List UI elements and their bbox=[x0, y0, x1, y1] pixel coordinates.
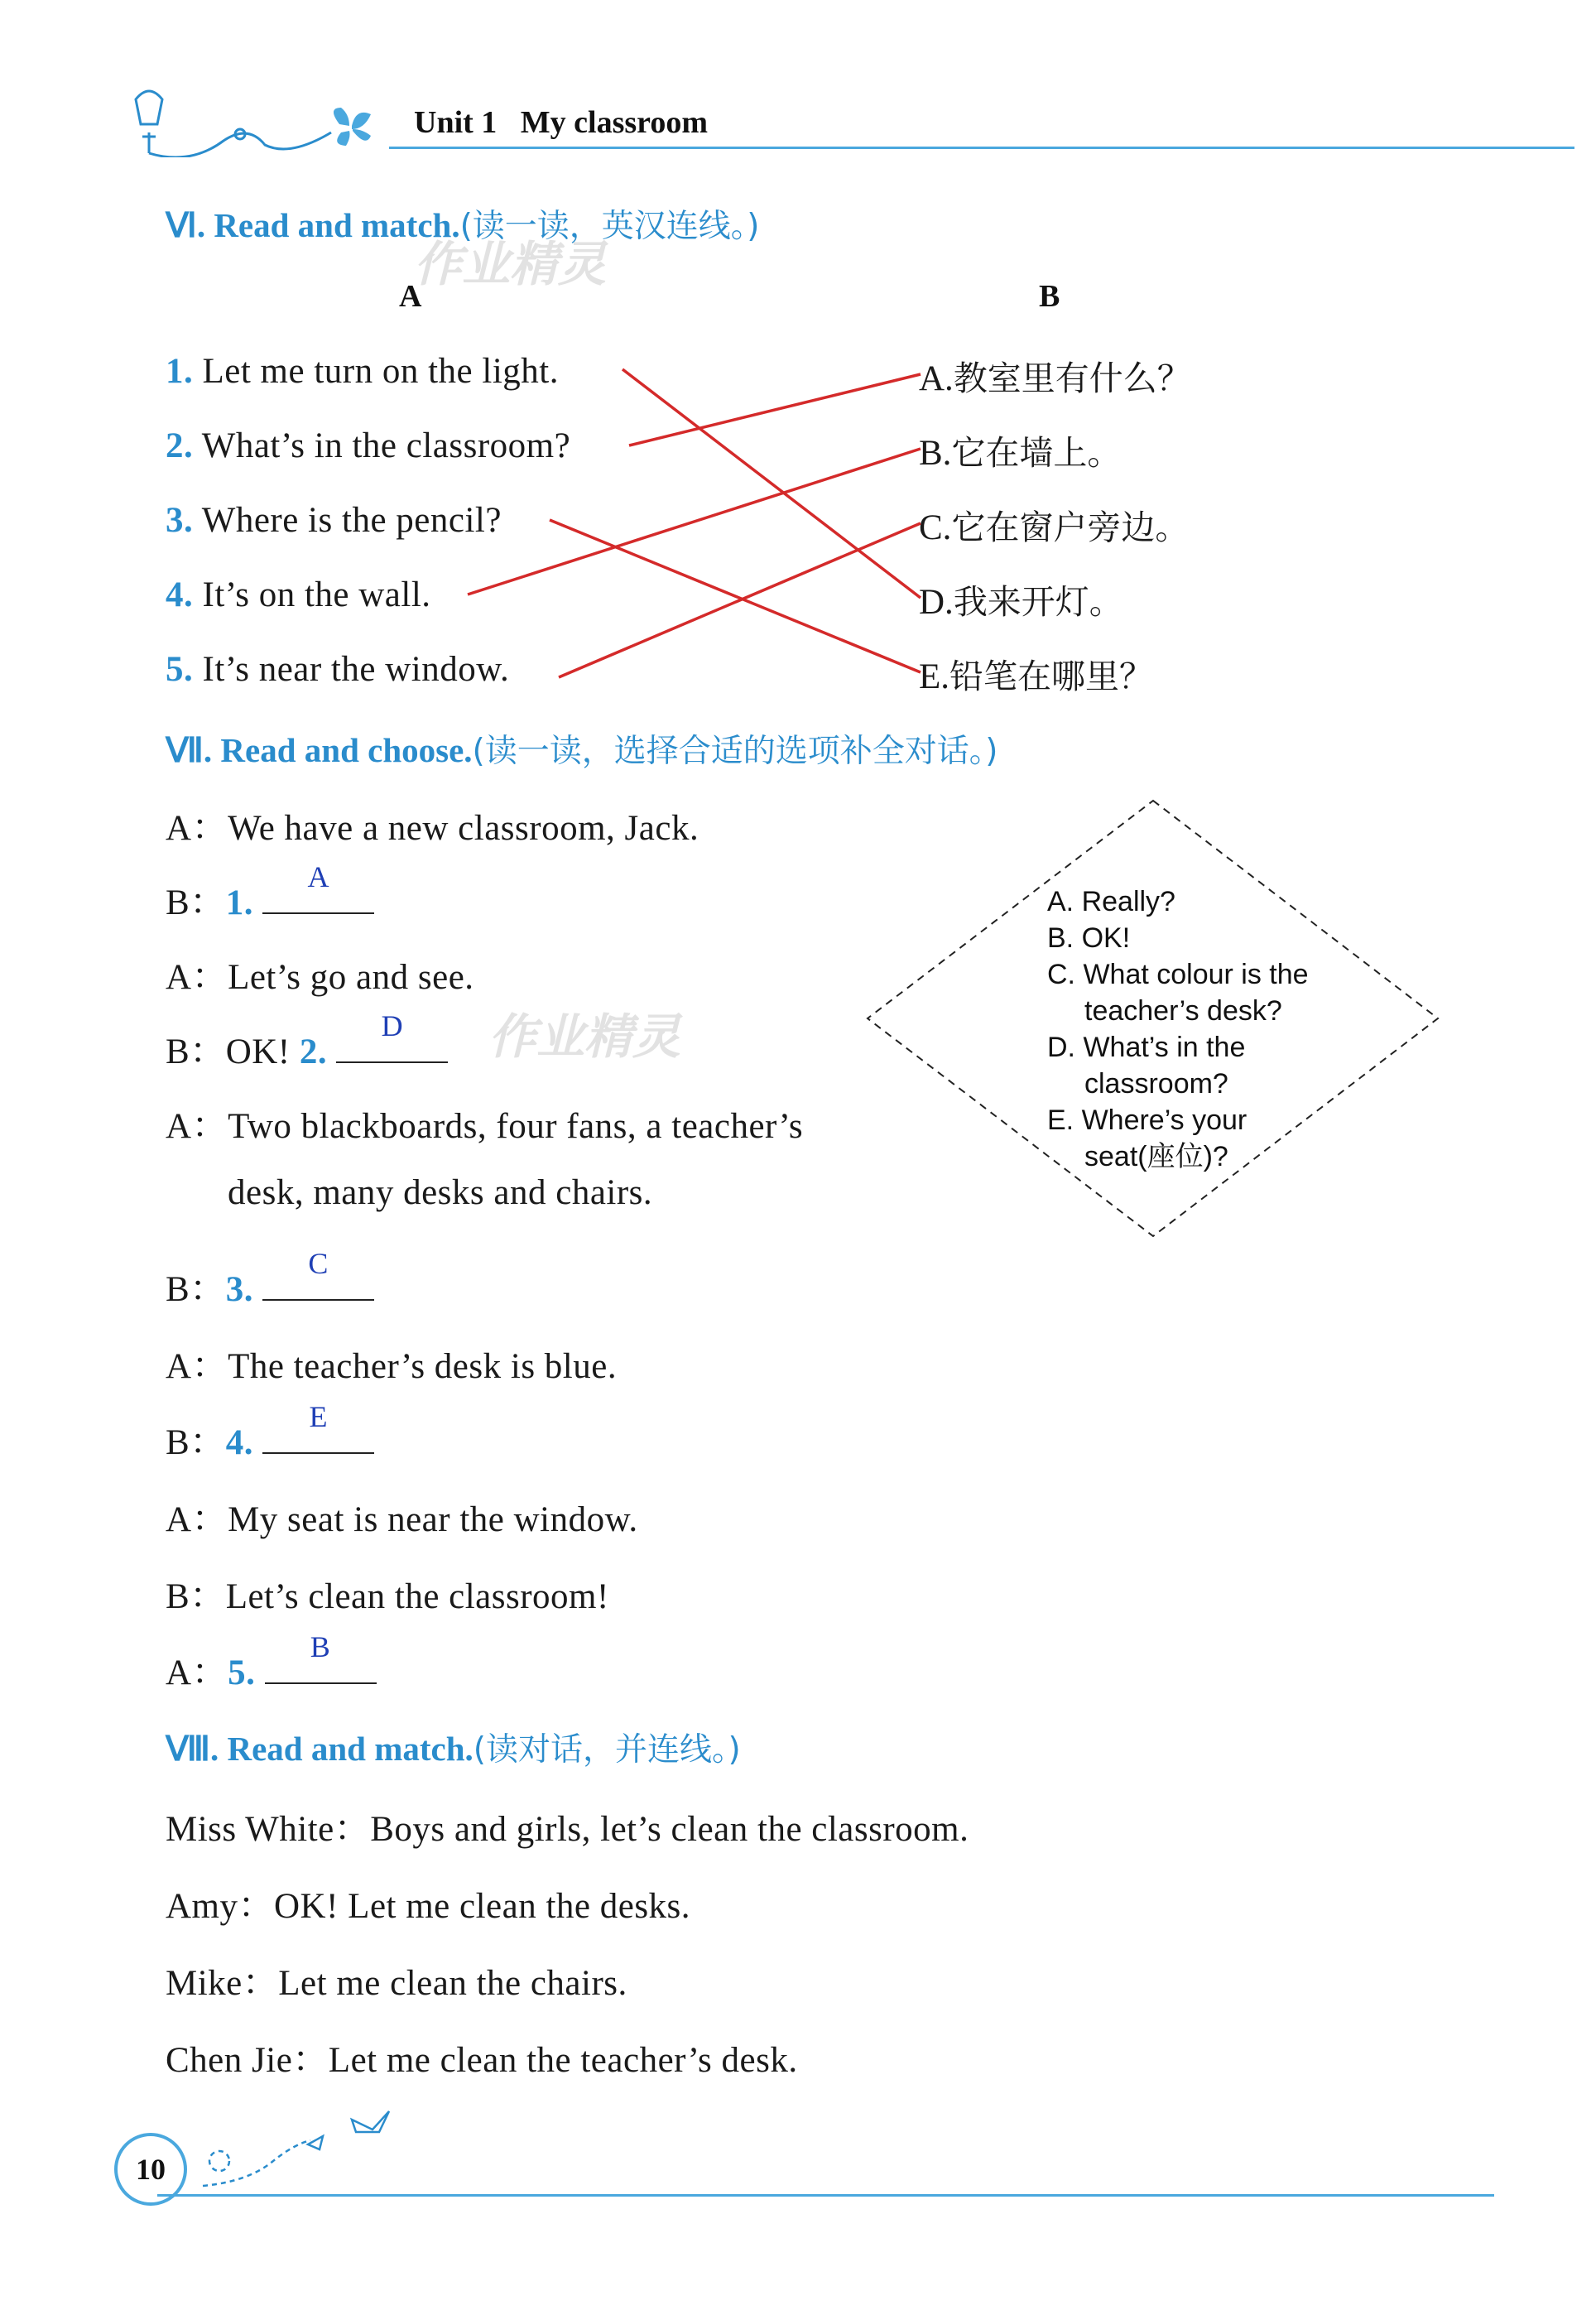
option-e: E. Where’s your bbox=[1047, 1105, 1247, 1136]
option-letter: D. bbox=[919, 583, 954, 622]
section-8-title: Ⅷ. Read and match. bbox=[166, 1730, 474, 1768]
item-text: It’s near the window. bbox=[202, 650, 510, 689]
blank-number: 3. bbox=[225, 1270, 253, 1309]
option-letter: E. bbox=[919, 657, 950, 696]
option-text: 铅笔在哪里？ bbox=[949, 657, 1154, 696]
line-text: Two blackboards, four fans, a teacher’s bbox=[228, 1107, 804, 1146]
speaker: B： bbox=[166, 1270, 226, 1309]
option-letter: C. bbox=[919, 508, 952, 547]
option-text: 教室里有什么？ bbox=[953, 359, 1191, 398]
answer-5: B bbox=[310, 1630, 331, 1663]
item-text: It’s on the wall. bbox=[202, 575, 431, 614]
answer-4: E bbox=[309, 1400, 328, 1433]
line-text: OK! bbox=[225, 1032, 291, 1071]
watermark: 作业精灵 bbox=[414, 236, 607, 292]
section-6-title: Ⅵ. Read and match. bbox=[166, 206, 460, 244]
section-7-title: Ⅶ. Read and choose. bbox=[166, 731, 473, 769]
line-text: The teacher’s desk is blue. bbox=[228, 1347, 618, 1386]
match-line-3-e bbox=[550, 520, 921, 672]
line-text: OK! Let me clean the desks. bbox=[274, 1887, 691, 1926]
column-a-header: A bbox=[399, 279, 422, 314]
speaker: A： bbox=[166, 1500, 228, 1539]
item-text: Let me turn on the light. bbox=[202, 352, 559, 391]
option-letter: B. bbox=[919, 434, 952, 473]
option-c-cont: teacher’s desk? bbox=[1084, 995, 1282, 1027]
option-b: B. OK! bbox=[1047, 922, 1131, 954]
section-6-instruction: (读一读，英汉连线。) bbox=[459, 208, 760, 245]
blank-number: 2. bbox=[299, 1032, 328, 1071]
speaker: A： bbox=[166, 958, 228, 997]
line-text: Let’s go and see. bbox=[228, 958, 474, 997]
blank-number: 1. bbox=[225, 883, 253, 922]
option-text: 它在墙上。 bbox=[951, 433, 1122, 473]
item-number: 3. bbox=[166, 501, 194, 540]
answer-1: A bbox=[307, 860, 329, 893]
column-b-header: B bbox=[1039, 279, 1060, 314]
option-a: A. Really? bbox=[1047, 886, 1175, 917]
option-e-cont: seat(座位)? bbox=[1084, 1141, 1228, 1172]
speaker: A： bbox=[166, 809, 228, 848]
match-line-4-b bbox=[468, 449, 921, 594]
option-d-cont: classroom? bbox=[1084, 1068, 1228, 1100]
item-number: 1. bbox=[166, 352, 194, 391]
speaker: A： bbox=[166, 1107, 228, 1146]
speaker: Miss White： bbox=[166, 1810, 371, 1849]
blank-number: 4. bbox=[225, 1423, 253, 1462]
section-7-instruction: (读一读，选择合适的选项补全对话。) bbox=[472, 733, 998, 770]
answer-2: D bbox=[381, 1009, 404, 1042]
line-text: Let me clean the teacher’s desk. bbox=[328, 2041, 798, 2080]
match-line-1-d bbox=[623, 369, 921, 598]
item-number: 2. bbox=[166, 426, 194, 465]
option-text: 它在窗户旁边。 bbox=[951, 508, 1190, 547]
unit-label: Unit 1 bbox=[414, 105, 498, 140]
item-text: Where is the pencil? bbox=[201, 501, 502, 540]
item-number: 4. bbox=[166, 575, 194, 614]
speaker: Mike： bbox=[166, 1964, 279, 2003]
speaker: Amy： bbox=[166, 1887, 274, 1926]
option-c: C. What colour is the bbox=[1047, 959, 1309, 990]
blank-number: 5. bbox=[228, 1653, 256, 1692]
line-text: We have a new classroom, Jack. bbox=[228, 809, 699, 848]
line-text: Boys and girls, let’s clean the classroom. bbox=[370, 1810, 969, 1849]
match-line-2-a bbox=[629, 374, 921, 445]
option-text: 我来开灯。 bbox=[953, 582, 1123, 622]
speaker: A： bbox=[166, 1653, 228, 1692]
line-text: My seat is near the window. bbox=[228, 1500, 638, 1539]
options-diamond bbox=[868, 801, 1438, 1236]
speaker: Chen Jie： bbox=[166, 2041, 329, 2080]
line-text: Let me clean the chairs. bbox=[278, 1964, 627, 2003]
line-text: desk, many desks and chairs. bbox=[228, 1173, 653, 1212]
option-d: D. What’s in the bbox=[1047, 1032, 1246, 1063]
watermark: 作业精灵 bbox=[488, 1008, 681, 1065]
option-letter: A. bbox=[919, 359, 954, 398]
line-text: Let’s clean the classroom! bbox=[225, 1577, 609, 1616]
speaker: B： bbox=[166, 1423, 226, 1462]
speaker: B： bbox=[166, 1032, 226, 1071]
item-number: 5. bbox=[166, 650, 194, 689]
answer-3: C bbox=[308, 1247, 329, 1280]
speaker: B： bbox=[166, 1577, 226, 1616]
item-text: What’s in the classroom? bbox=[201, 426, 571, 465]
speaker: A： bbox=[166, 1347, 228, 1386]
page-number: 10 bbox=[114, 2133, 187, 2206]
unit-name: My classroom bbox=[520, 105, 708, 140]
section-8-instruction: (读对话，并连线。) bbox=[473, 1731, 741, 1769]
speaker: B： bbox=[166, 883, 226, 922]
